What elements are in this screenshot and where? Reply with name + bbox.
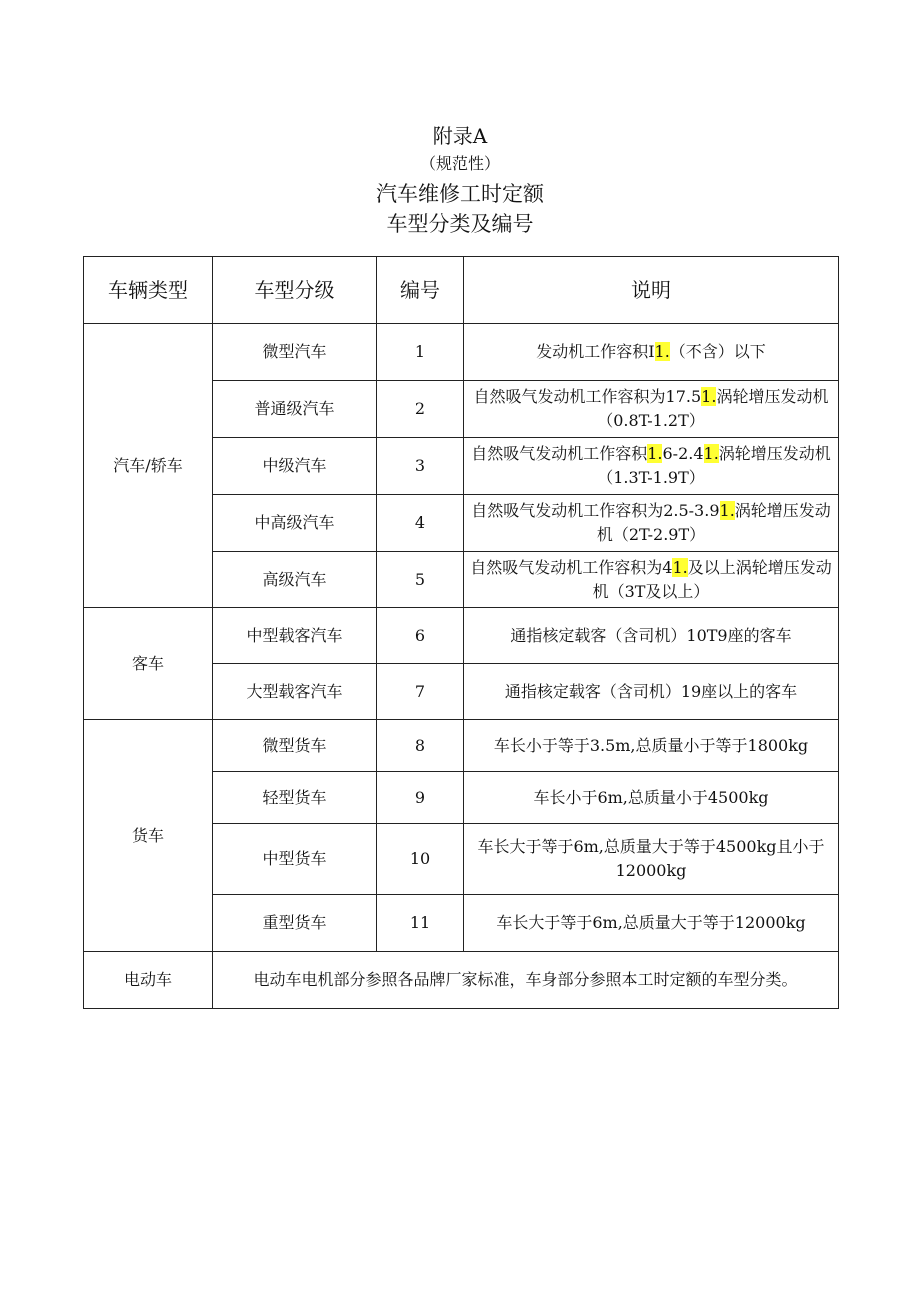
vehicle-type-cell: 汽车/轿车 — [84, 324, 213, 608]
code-cell: 4 — [377, 495, 464, 552]
description-cell — [464, 895, 839, 952]
code-cell: 2 — [377, 381, 464, 438]
description-text: 及以上涡轮增压发动机（3T及以上） — [592, 557, 832, 601]
description-cell — [464, 720, 839, 772]
description-text: 自然吸气发动机工作容积为2.5-3.9 — [471, 501, 720, 520]
code-cell: 8 — [377, 720, 464, 772]
description-cell — [464, 552, 839, 608]
description-cell — [464, 664, 839, 720]
class-cell: 中高级汽车 — [213, 495, 377, 552]
description-cell — [464, 495, 839, 552]
description-text: 涡轮增压发动机（2T-2.9T） — [596, 501, 831, 544]
code-cell: 11 — [377, 895, 464, 952]
normative-label: （规范性） — [419, 154, 500, 173]
code-cell: 1 — [377, 324, 464, 381]
code-cell: 3 — [377, 438, 464, 495]
table-row-electric — [84, 952, 839, 1009]
description-text: 自然吸气发动机工作容积为17.5 — [473, 387, 702, 406]
description-text: 自然吸气发动机工作容积 — [471, 444, 648, 463]
code-cell: 9 — [377, 772, 464, 824]
description-text: 发动机工作容积I — [536, 342, 655, 361]
description-cell — [464, 824, 839, 895]
description-text: 涡轮增压发动机（0.8T-1.2T） — [597, 387, 829, 430]
document-subtitle: 车型分类及编号 — [386, 212, 534, 236]
class-cell: 中级汽车 — [213, 438, 377, 495]
vehicle-type-cell: 电动车 — [84, 952, 213, 1009]
highlighted-text: 1. — [719, 501, 735, 520]
header-code: 编号 — [377, 257, 464, 324]
document-title: 汽车维修工时定额 — [376, 182, 544, 206]
description-text: 通指核定载客（含司机）10T9座的客车 — [510, 625, 792, 645]
header-class: 车型分级 — [213, 257, 377, 324]
table-row — [84, 324, 839, 381]
table-header-row — [84, 257, 839, 324]
class-cell: 轻型货车 — [213, 772, 377, 824]
vehicle-type-cell: 客车 — [84, 608, 213, 720]
description-cell — [464, 324, 839, 381]
header-description: 说明 — [464, 257, 839, 324]
class-cell: 微型汽车 — [213, 324, 377, 381]
code-cell: 7 — [377, 664, 464, 720]
class-cell: 大型载客汽车 — [213, 664, 377, 720]
description-text: 涡轮增压发动机（1.3T-1.9T） — [597, 444, 831, 487]
vehicle-classification-table — [83, 256, 839, 1009]
table-row — [84, 720, 839, 772]
highlighted-text: 1. — [701, 387, 717, 406]
class-cell: 中型载客汽车 — [213, 608, 377, 664]
description-text: 车长小于等于3.5m,总质量小于等于1800kg — [493, 735, 809, 755]
vehicle-type-cell: 货车 — [84, 720, 213, 952]
code-cell: 10 — [377, 824, 464, 895]
class-cell: 普通级汽车 — [213, 381, 377, 438]
class-cell: 中型货车 — [213, 824, 377, 895]
highlighted-text: 1. — [647, 444, 663, 463]
highlighted-text: 1. — [672, 557, 688, 577]
description-text: （不含）以下 — [669, 342, 766, 361]
description-text: 车长小于6m,总质量小于4500kg — [533, 787, 769, 807]
class-cell: 微型货车 — [213, 720, 377, 772]
class-cell: 高级汽车 — [213, 552, 377, 608]
description-text: 6-2.4 — [662, 444, 704, 463]
description-cell — [464, 381, 839, 438]
electric-description-cell: 电动车电机部分参照各品牌厂家标准，车身部分参照本工时定额的车型分类。 — [213, 952, 839, 1009]
description-text: 车长大于等于6m,总质量大于等于4500kg且小于12000kg — [477, 837, 825, 880]
description-cell — [464, 772, 839, 824]
class-cell: 重型货车 — [213, 895, 377, 952]
highlighted-text: 1. — [703, 444, 719, 463]
highlighted-text: 1. — [654, 342, 670, 361]
header-vehicle-type: 车辆类型 — [84, 257, 213, 324]
description-cell — [464, 438, 839, 495]
appendix-title: 附录A — [432, 124, 488, 148]
description-text: 通指核定载客（含司机）19座以上的客车 — [504, 681, 798, 701]
code-cell: 6 — [377, 608, 464, 664]
code-cell: 5 — [377, 552, 464, 608]
description-text: 车长大于等于6m,总质量大于等于12000kg — [496, 913, 806, 932]
table-row — [84, 608, 839, 664]
description-text: 自然吸气发动机工作容积为4 — [470, 557, 673, 577]
description-cell — [464, 608, 839, 664]
